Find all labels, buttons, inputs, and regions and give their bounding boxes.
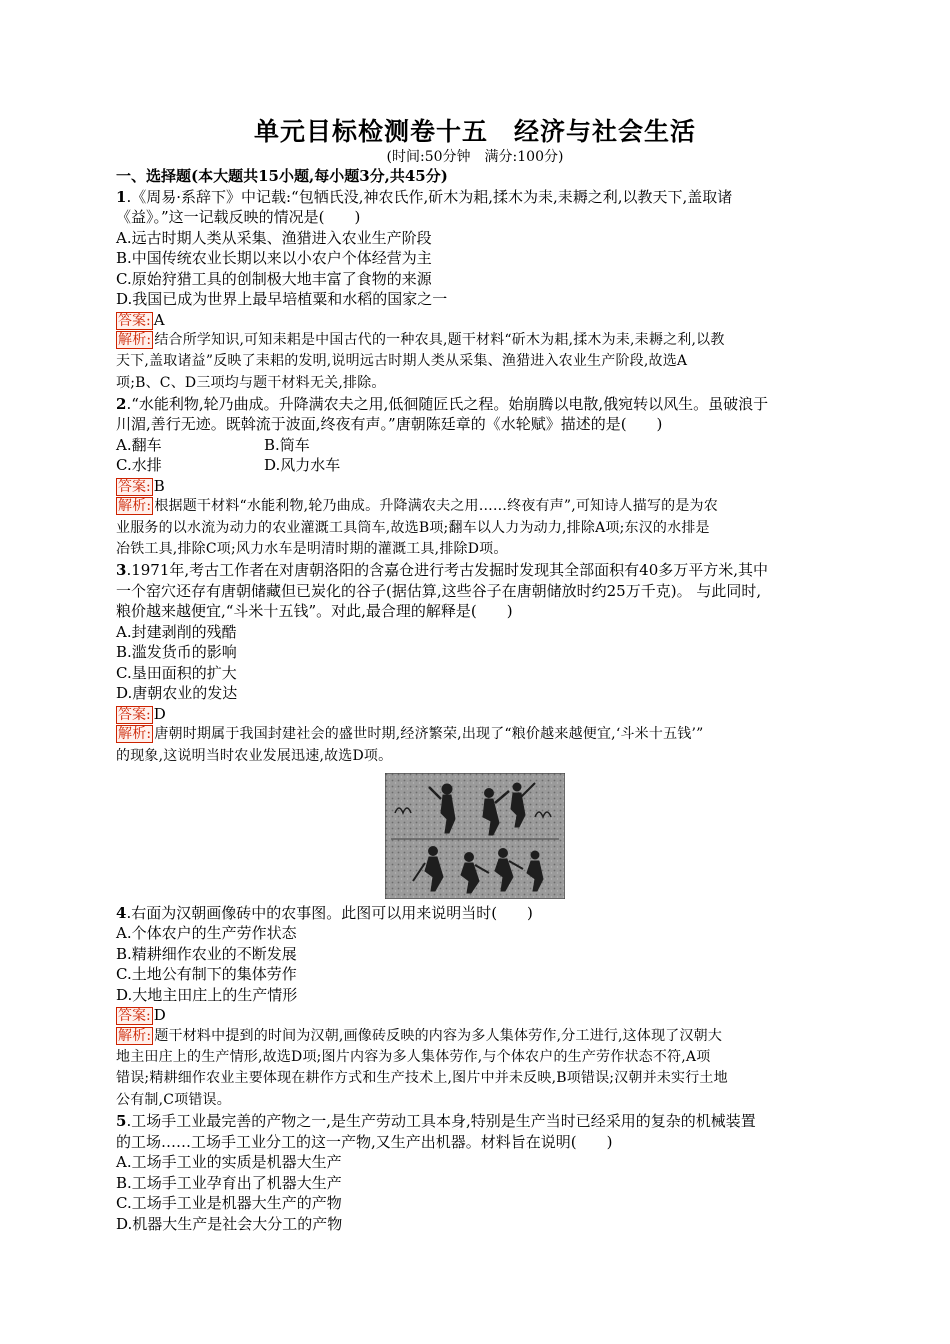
explanation-text: 的现象,这说明当时农业发展迅速,故选D项。	[116, 747, 393, 764]
explanation-text: 地主田庄上的生产情形,故选D项;图片内容为多人集体劳作,与个体农户的生产劳作状态不符,A项	[116, 1049, 711, 1066]
explanation	[116, 1026, 836, 1111]
explanation-tag: 解析:	[118, 498, 152, 515]
answer-value: A	[153, 310, 165, 329]
option-b: B.工场手工业孕育出了机器大生产	[116, 1173, 342, 1192]
question-number: 1	[116, 187, 127, 206]
explanation-text: 唐朝时期属于我国封建社会的盛世时期,经济繁荣,出现了“粮价越来越便宜,‘斗米十五钱’”	[154, 726, 704, 743]
question-4	[116, 903, 836, 1111]
section-heading: 一、选择题(本大题共15小题,每小题3分,共45分)	[116, 167, 448, 185]
option-c: C.垦田面积的扩大	[116, 663, 237, 682]
explanation-tag: 解析:	[118, 332, 152, 348]
question-2	[116, 394, 836, 560]
explanation-text: 业服务的以水流为动力的农业灌溉工具筒车,故选B项;翻车以人力为动力,排除A项;东汉的水排是	[116, 519, 710, 536]
question-stem: .“水能利物,轮乃曲成。升降满农夫之用,低徊随匠氏之程。始崩腾以电散,俄宛转以风生。虽破浪于	[126, 394, 769, 413]
option-c: C.工场手工业是机器大生产的产物	[116, 1194, 342, 1213]
question-stem: .1971年,考古工作者在对唐朝洛阳的含嘉仓进行考古发掘时发现其全部面积有40多万平方米,其中	[126, 561, 769, 580]
answer-tag: 答案:	[118, 1008, 151, 1025]
explanation-tag: 解析:	[118, 726, 152, 743]
question-stem: 《益》。”这一记载反映的情况是( )	[116, 208, 361, 226]
answer-tag: 答案:	[118, 312, 151, 329]
option-d: D.机器大生产是社会大分工的产物	[116, 1214, 343, 1233]
page-title: 单元目标检测卷十五 经济与社会生活	[253, 117, 696, 146]
explanation	[116, 496, 836, 560]
question-5	[116, 1111, 836, 1234]
answer-row	[116, 1005, 836, 1026]
option-d: D.风力水车	[264, 456, 341, 475]
explanation-text: 结合所学知识,可知耒耜是中国古代的一种农具,题干材料“斫木为耜,揉木为耒,耒耨之利,以教	[154, 332, 725, 348]
option-c: C.水排	[116, 456, 162, 475]
answer-tag: 答案:	[118, 478, 151, 495]
option-d: D.唐朝农业的发达	[116, 684, 238, 703]
explanation	[116, 330, 836, 394]
question-stem: .右面为汉朝画像砖中的农事图。此图可以用来说明当时( )	[126, 903, 533, 922]
question-stem: 粮价越来越便宜,“斗米十五钱”。对此,最合理的解释是( )	[116, 602, 513, 621]
question-number: 3	[116, 561, 127, 580]
option-d: D.我国已成为世界上最早培植粟和水稻的国家之一	[116, 290, 448, 308]
explanation-text: 根据题干材料“水能利物,轮乃曲成。升降满农夫之用……终夜有声”,可知诗人描写的是为农	[154, 498, 718, 515]
explanation-text: 冶铁工具,排除C项;风力水车是明清时期的灌溉工具,排除D项。	[116, 540, 508, 557]
question-number: 4	[116, 903, 127, 922]
question-stem: 一个窑穴还存有唐朝储藏但已炭化的谷子(据估算,这些谷子在唐朝储放时约25万千克)。 与此同时,	[116, 581, 762, 600]
option-c: C.土地公有制下的集体劳作	[116, 965, 297, 984]
explanation-text: 天下,盖取诸益”反映了耒耜的发明,说明远古时期人类从采集、渔猎进入农业生产阶段,故选A	[116, 353, 688, 370]
option-d: D.大地主田庄上的生产情形	[116, 985, 298, 1004]
question-3	[116, 560, 836, 767]
page-subtitle: (时间:50分钟 满分:100分)	[386, 149, 564, 165]
question-stem: .工场手工业最完善的产物之一,是生产劳动工具本身,特别是生产当时已经采用的复杂的机械装置	[126, 1112, 756, 1131]
answer-value: B	[153, 476, 165, 495]
question-stem: 川湄,善行无迹。既斡流于波面,终夜有声。”唐朝陈廷章的《水轮赋》描述的是( )	[116, 415, 663, 434]
option-c: C.原始狩猎工具的创制极大地丰富了食物的来源	[116, 269, 432, 288]
answer-value: D	[153, 704, 166, 723]
question-1	[116, 187, 836, 394]
option-b: B.筒车	[264, 435, 310, 454]
explanation-text: 公有制,C项错误。	[116, 1091, 231, 1108]
explanation-tag: 解析:	[118, 1027, 152, 1044]
option-a: A.翻车	[116, 435, 162, 454]
option-a: A.工场手工业的实质是机器大生产	[116, 1153, 342, 1172]
explanation-text: 错误;精耕细作农业主要体现在耕作方式和生产技术上,图片中并未反映,B项错误;汉朝并未实行土地	[116, 1070, 728, 1087]
answer-row	[116, 704, 836, 725]
han-brick-farming-image	[385, 773, 565, 899]
option-b: B.滥发货币的影响	[116, 643, 237, 662]
question-stem: .《周易·系辞下》中记载:“包牺氏没,神农氏作,斫木为耜,揉木为耒,耒耨之利,以教天下,盖取诸	[126, 187, 733, 206]
explanation-text: 项;B、C、D三项均与题干材料无关,排除。	[116, 374, 386, 391]
explanation	[116, 724, 836, 767]
option-b: B.精耕细作农业的不断发展	[116, 944, 297, 963]
answer-tag: 答案:	[118, 706, 151, 723]
option-b: B.中国传统农业长期以来以小农户个体经营为主	[116, 249, 432, 267]
option-a: A.个体农户的生产劳作状态	[116, 924, 297, 943]
answer-row	[116, 476, 836, 497]
question-stem: 的工场……工场手工业分工的这一产物,又生产出机器。材料旨在说明( )	[116, 1132, 613, 1151]
question-number: 5	[116, 1112, 127, 1131]
content	[116, 166, 836, 1234]
answer-value: D	[153, 1006, 166, 1025]
answer-row	[116, 310, 836, 331]
explanation-text: 题干材料中提到的时间为汉朝,画像砖反映的内容为多人集体劳作,分工进行,这体现了汉朝大	[154, 1027, 723, 1044]
option-a: A.封建剥削的残酷	[116, 622, 237, 641]
option-a: A.远古时期人类从采集、渔猎进入农业生产阶段	[116, 228, 432, 247]
question-number: 2	[116, 394, 127, 413]
